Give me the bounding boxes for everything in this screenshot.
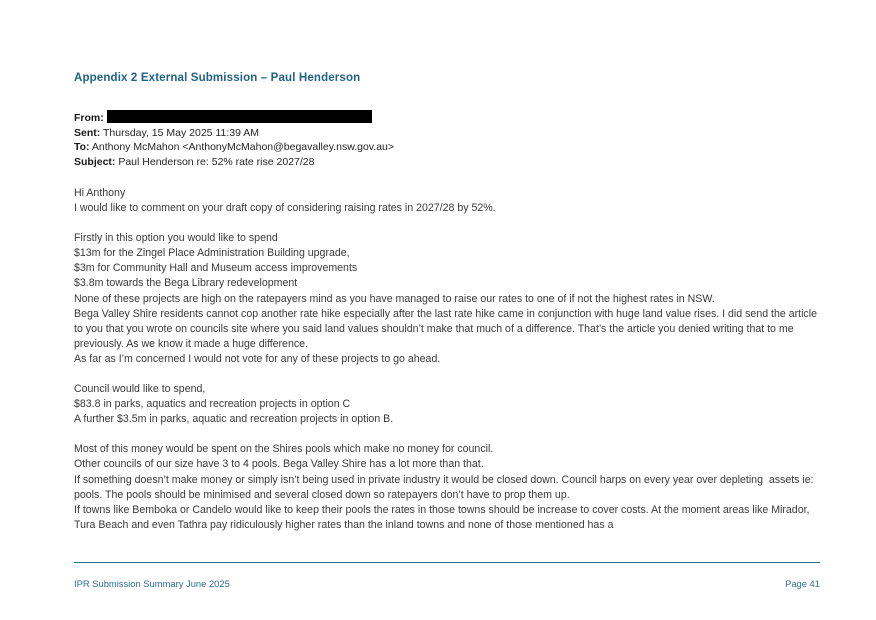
email-field-sent xyxy=(74,126,820,141)
email-value-sent: Thursday, 15 May 2025 11:39 AM xyxy=(102,126,260,139)
body-line: I would like to comment on your draft copy of considering raising rates in 2027/28 by 52%. xyxy=(74,202,496,215)
footer-divider xyxy=(74,562,820,563)
email-value-to: Anthony McMahon <AnthonyMcMahon@begavalley.nsw.gov.au> xyxy=(91,141,395,154)
body-line: $3m for Community Hall and Museum access improvements xyxy=(74,262,358,275)
body-line: Bega Valley Shire residents cannot cop another rate hike especially after the last rate hike came in conjunction with huge land value rises. I did send the article to you that you wrote on councils site where you said land values shouldn’t make that much of a difference. That’s the article you denied writing that to me previously. As we know it made a huge difference. xyxy=(74,307,820,350)
body-line: If something doesn’t make money or simply isn’t being used in private industry it would be closed down. Council harps on every year over depleting assets ie: pools. The pools should be minimised and several closed down so ratepayers don’t have to prop them up. xyxy=(74,473,817,501)
redaction-bar xyxy=(107,110,372,123)
body-line: $83.8 in parks, aquatics and recreation projects in option C xyxy=(74,398,351,411)
footer-document-title: IPR Submission Summary June 2025 xyxy=(74,578,230,589)
body-line: Hi Anthony xyxy=(74,187,126,199)
footer-page-number: Page 41 xyxy=(785,578,820,589)
body-paragraph-option-spend xyxy=(74,231,822,367)
body-paragraph-greeting xyxy=(74,186,822,216)
body-line: As far as I’m concerned I would not vote for any of these projects to go ahead. xyxy=(74,352,441,365)
body-line: $13m for the Zingel Place Administration Building upgrade, xyxy=(74,247,350,260)
body-line: Council would like to spend, xyxy=(74,383,206,396)
email-label-subject: Subject: xyxy=(74,155,116,168)
body-line: If towns like Bemboka or Candelo would like to keep their pools the rates in those towns should be increase to cover costs. At the moment areas like Mirador, Tura Beach and even Tathra pay ridiculously higher rates than the inland towns and none of those mentioned has a xyxy=(74,503,813,531)
body-line: Other councils of our size have 3 to 4 pools. Bega Valley Shire has a lot more than that. xyxy=(74,458,484,471)
body-line: Most of this money would be spent on the Shires pools which make no money for council. xyxy=(74,443,494,456)
email-value-subject: Paul Henderson re: 52% rate rise 2027/28 xyxy=(118,155,315,168)
email-field-subject xyxy=(74,155,820,170)
email-field-from xyxy=(74,110,820,126)
body-paragraph-council-spend xyxy=(74,382,822,427)
email-header-block xyxy=(74,110,820,169)
body-line: Firstly in this option you would like to spend xyxy=(74,232,278,245)
body-line: A further $3.5m in parks, aquatic and recreation projects in option B. xyxy=(74,413,394,426)
email-field-to xyxy=(74,140,820,155)
email-label-to: To: xyxy=(74,141,90,154)
email-label-from: From: xyxy=(74,112,104,124)
email-label-sent: Sent: xyxy=(74,126,101,139)
body-paragraph-pools xyxy=(74,442,822,533)
body-line: $3.8m towards the Bega Library redevelopment xyxy=(74,277,298,290)
page-footer xyxy=(74,578,820,589)
body-line: None of these projects are high on the ratepayers mind as you have managed to raise our rates to one of if not the highest rates in NSW. xyxy=(74,292,715,305)
email-body xyxy=(74,186,822,533)
page-title: Appendix 2 External Submission – Paul Henderson xyxy=(74,72,361,84)
